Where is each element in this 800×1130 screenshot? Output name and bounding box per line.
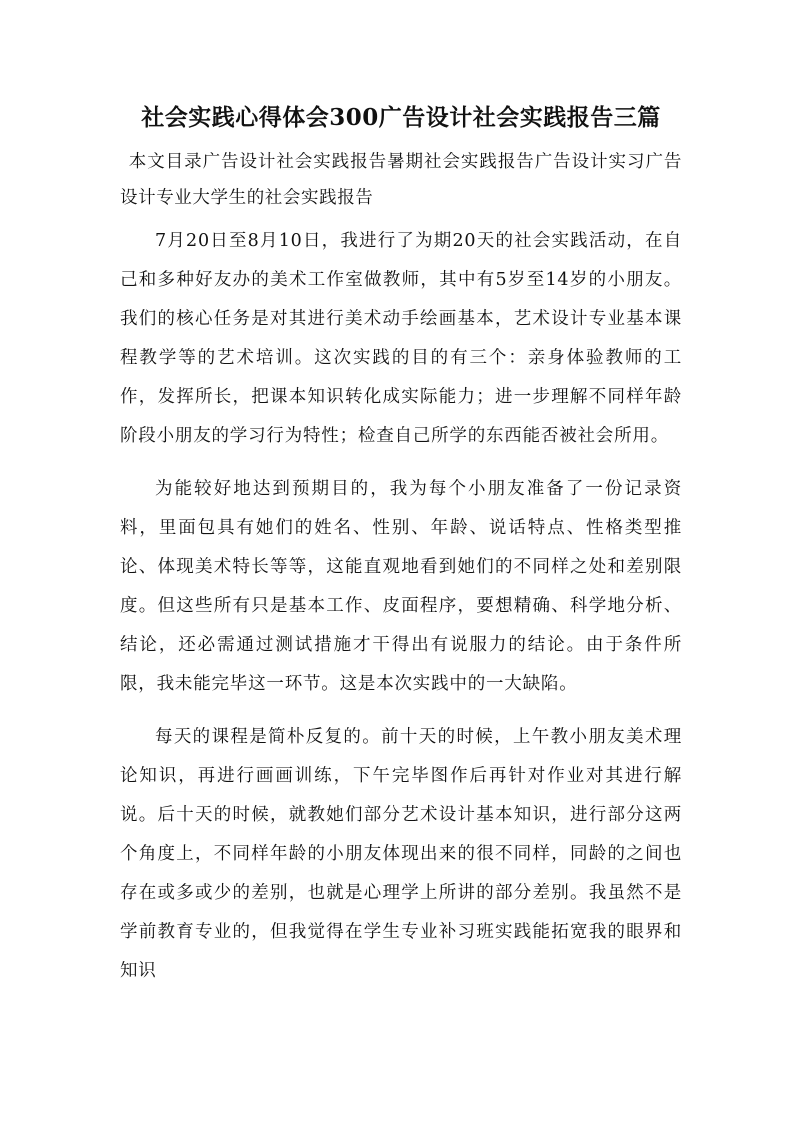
body-paragraph-3: 每天的课程是简朴反复的。前十天的时候，上午教小朋友美术理论知识，再进行画画训练，下午完毕图作后再针对作业对其进行解说。后十天的时候，就教她们部分艺术设计基本知识，进行部分这两个角度上，不同样年龄的小朋友体现出来的很不同样，同龄的之间也存在或多或少的差别，也就是心理学上所讲的部分差别。我虽然不是学前教育专业的，但我觉得在学生专业补习班实践能拓宽我的眼界和知识 <box>120 727 682 981</box>
table-of-contents-line: 本文目录广告设计社会实践报告暑期社会实践报告广告设计实习广告设计专业大学生的社会实践报告 <box>120 152 682 208</box>
document-title: 社会实践心得体会300广告设计社会实践报告三篇 <box>141 104 661 131</box>
document-page <box>120 100 682 991</box>
body-paragraph-1: 7月20日至8月10日，我进行了为期20天的社会实践活动，在自己和多种好友办的美术工作室做教师，其中有5岁至14岁的小朋友。我们的核心任务是对其进行美术动手绘画基本，艺术设计专业基本课程教学等的艺术培训。这次实践的目的有三个：亲身体验教师的工作，发挥所长，把课本知识转化成实际能力；进一步理解不同样年龄阶段小朋友的学习行为特性；检查自己所学的东西能否被社会所用。 <box>120 231 682 446</box>
body-paragraph-2: 为能较好地达到预期目的，我为每个小朋友准备了一份记录资料，里面包具有她们的姓名、性别、年龄、说话特点、性格类型推论、体现美术特长等等，这能直观地看到她们的不同样之处和差别限度。但这些所有只是基本工作、皮面程序，要想精确、科学地分析、结论，还必需通过测试措施才干得出有说服力的结论。由于条件所限，我未能完毕这一环节。这是本次实践中的一大缺陷。 <box>120 479 682 694</box>
